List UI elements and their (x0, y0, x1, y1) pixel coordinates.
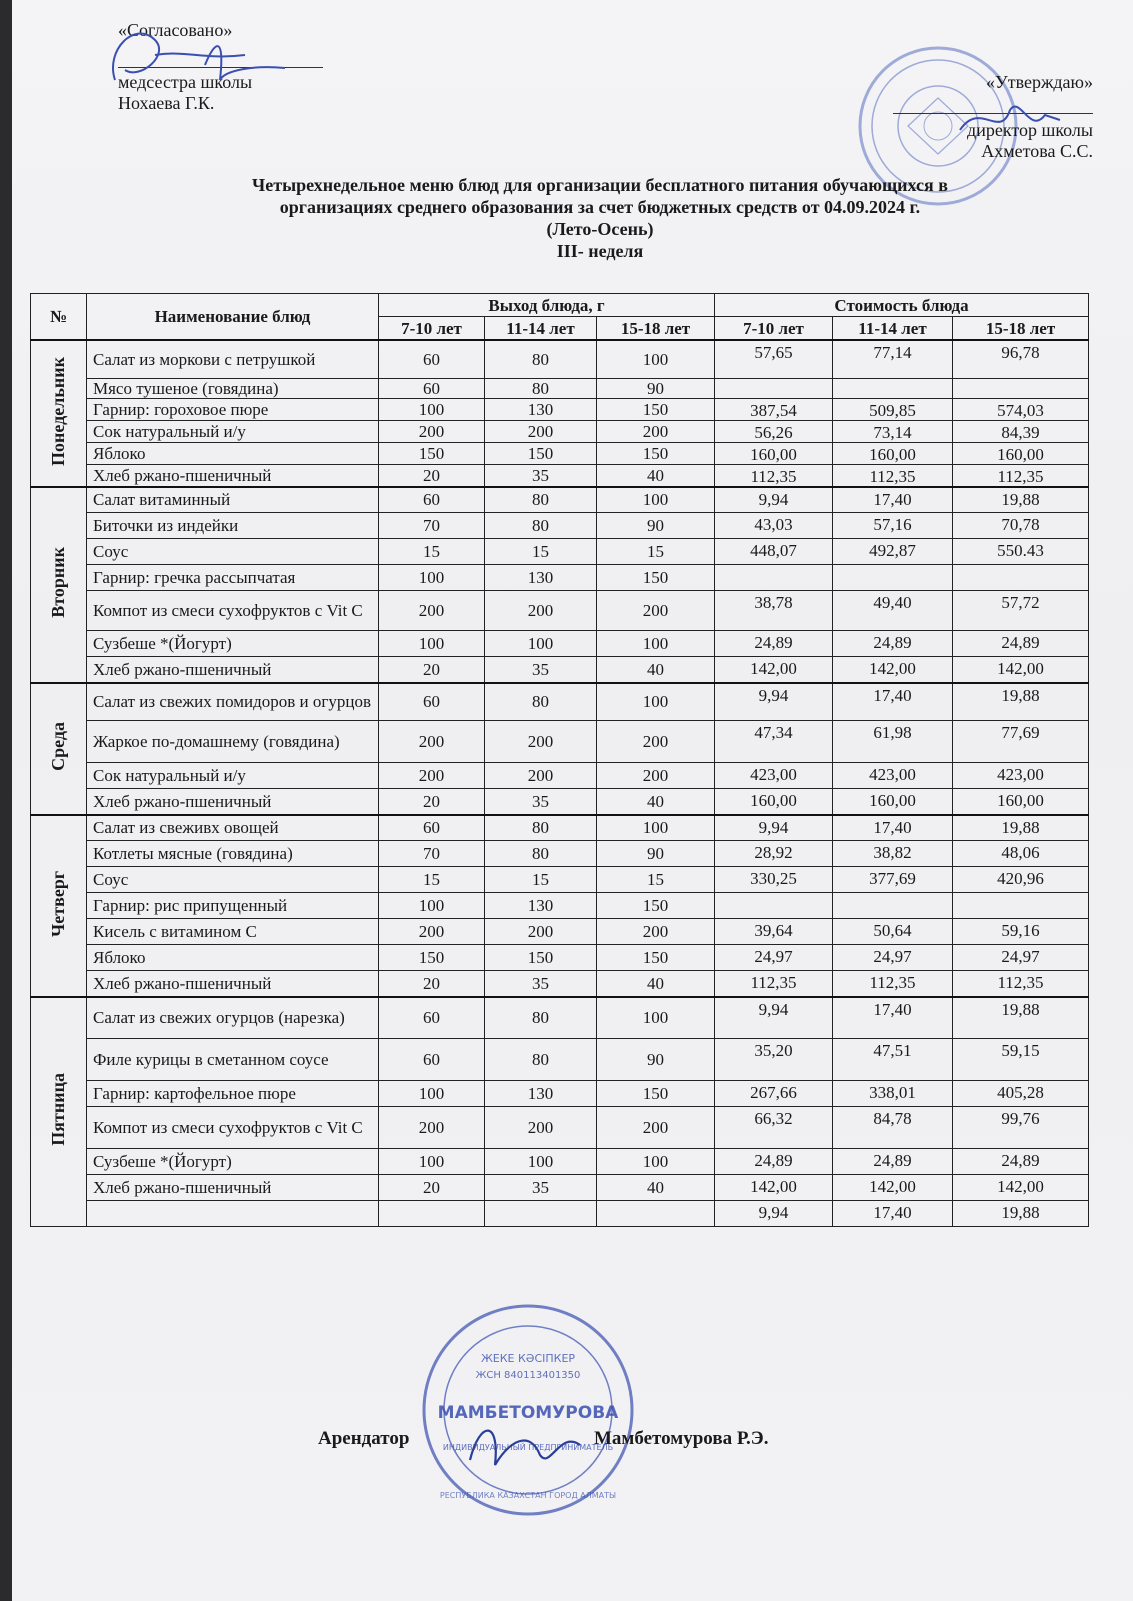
output-grams: 15 (485, 539, 597, 565)
output-grams: 60 (379, 487, 485, 513)
day-label-cell (31, 997, 87, 1227)
dish-cost: 19,88 (953, 487, 1089, 513)
output-grams: 100 (485, 1149, 597, 1175)
dish-cost: 9,94 (715, 815, 833, 841)
dish-cost: 142,00 (833, 1175, 953, 1201)
table-row (31, 591, 1089, 631)
dish-name: Компот из смеси сухофруктов с Vit C (87, 1107, 379, 1149)
table-row (31, 442, 1089, 464)
output-grams: 100 (379, 631, 485, 657)
dish-cost: 17,40 (833, 1201, 953, 1227)
day-label: Вторник (48, 547, 68, 618)
dish-cost: 112,35 (833, 971, 953, 997)
dish-cost: 84,78 (833, 1107, 953, 1149)
output-grams: 20 (379, 1175, 485, 1201)
table-row (31, 464, 1089, 487)
dish-cost: 24,97 (953, 945, 1089, 971)
output-grams: 40 (597, 1175, 715, 1201)
approve-role: директор школы (967, 120, 1093, 140)
dish-cost: 17,40 (833, 487, 953, 513)
dish-name: Биточки из индейки (87, 513, 379, 539)
dish-cost: 35,20 (715, 1039, 833, 1081)
output-grams: 70 (379, 841, 485, 867)
output-grams: 200 (379, 763, 485, 789)
dish-cost (953, 378, 1089, 398)
table-row (31, 789, 1089, 815)
dish-cost: 423,00 (715, 763, 833, 789)
dish-cost: 160,00 (953, 442, 1089, 464)
dish-cost: 43,03 (715, 513, 833, 539)
output-grams: 100 (379, 565, 485, 591)
dish-cost: 96,78 (953, 340, 1089, 378)
dish-name: Салат витаминный (87, 487, 379, 513)
dish-cost: 57,16 (833, 513, 953, 539)
dish-cost: 48,06 (953, 841, 1089, 867)
dish-cost: 24,89 (833, 1149, 953, 1175)
header-output-age-3: 15-18 лет (597, 317, 715, 341)
dish-cost: 59,15 (953, 1039, 1089, 1081)
footer-left: Арендатор (318, 1428, 410, 1449)
output-grams: 35 (485, 464, 597, 487)
dish-cost (833, 565, 953, 591)
tenant-signature (460, 1410, 600, 1480)
dish-cost: 9,94 (715, 487, 833, 513)
dish-cost: 509,85 (833, 398, 953, 420)
table-row (31, 1081, 1089, 1107)
header-cost-age-1: 7-10 лет (715, 317, 833, 341)
dish-cost: 160,00 (953, 789, 1089, 815)
dish-cost: 492,87 (833, 539, 953, 565)
day-label-cell (31, 487, 87, 683)
dish-cost: 423,00 (953, 763, 1089, 789)
output-grams: 200 (485, 1107, 597, 1149)
output-grams: 40 (597, 789, 715, 815)
header-cost-age-2: 11-14 лет (833, 317, 953, 341)
dish-cost: 24,89 (953, 1149, 1089, 1175)
output-grams: 40 (597, 657, 715, 683)
table-row (31, 763, 1089, 789)
dish-cost (715, 378, 833, 398)
output-grams: 200 (597, 1107, 715, 1149)
output-grams: 150 (597, 1081, 715, 1107)
dish-cost (953, 893, 1089, 919)
dish-name: Котлеты мясные (говядина) (87, 841, 379, 867)
dish-cost: 49,40 (833, 591, 953, 631)
table-row (31, 945, 1089, 971)
output-grams: 90 (597, 841, 715, 867)
output-grams: 200 (379, 591, 485, 631)
dish-cost: 19,88 (953, 815, 1089, 841)
day-label-cell (31, 815, 87, 997)
dish-name: Хлеб ржано-пшеничный (87, 1175, 379, 1201)
day-label: Пятница (48, 1073, 68, 1147)
table-row (31, 657, 1089, 683)
dish-cost: 77,69 (953, 721, 1089, 763)
table-row (31, 1149, 1089, 1175)
dish-cost: 28,92 (715, 841, 833, 867)
header-output-age-1: 7-10 лет (379, 317, 485, 341)
dish-name: Гарнир: рис припущенный (87, 893, 379, 919)
output-grams: 150 (597, 442, 715, 464)
dish-cost: 19,88 (953, 997, 1089, 1039)
output-grams: 100 (597, 997, 715, 1039)
dish-cost: 112,35 (833, 464, 953, 487)
document-title (130, 174, 1070, 262)
output-grams: 60 (379, 683, 485, 721)
output-grams: 60 (379, 1039, 485, 1081)
output-grams: 100 (597, 340, 715, 378)
dish-name: Гарнир: картофельное пюре (87, 1081, 379, 1107)
output-grams: 130 (485, 1081, 597, 1107)
table-row (31, 513, 1089, 539)
table-row (31, 1175, 1089, 1201)
dish-cost: 24,97 (833, 945, 953, 971)
dish-cost (953, 565, 1089, 591)
output-grams: 100 (597, 487, 715, 513)
output-grams: 200 (597, 721, 715, 763)
output-grams: 60 (379, 997, 485, 1039)
output-grams: 100 (485, 631, 597, 657)
output-grams: 130 (485, 565, 597, 591)
output-grams: 100 (597, 683, 715, 721)
dish-cost: 112,35 (953, 464, 1089, 487)
header-cost-age-3: 15-18 лет (953, 317, 1089, 341)
agreed-label: «Согласовано» (118, 20, 233, 40)
dish-cost: 47,51 (833, 1039, 953, 1081)
dish-name: Салат из моркови с петрушкой (87, 340, 379, 378)
dish-name: Яблоко (87, 945, 379, 971)
footer-right: Мамбетомурова Р.Э. (594, 1428, 769, 1449)
output-grams (485, 1201, 597, 1227)
dish-cost: 9,94 (715, 1201, 833, 1227)
header-output: Выход блюда, г (379, 294, 715, 317)
output-grams: 100 (379, 1149, 485, 1175)
dish-cost: 142,00 (715, 1175, 833, 1201)
table-row (31, 420, 1089, 442)
table-row (31, 683, 1089, 721)
dish-cost: 24,89 (715, 1149, 833, 1175)
output-grams: 150 (597, 945, 715, 971)
output-grams: 80 (485, 513, 597, 539)
output-grams: 80 (485, 683, 597, 721)
stamp-text-3: ИНДИВИДУАЛЬНЫЙ ПРЕДПРИНИМАТЕЛЬ (442, 1443, 614, 1452)
dish-cost (833, 893, 953, 919)
header-cost: Стоимость блюда (715, 294, 1089, 317)
dish-cost: 57,65 (715, 340, 833, 378)
dish-name: Сузбеше *(Йогурт) (87, 1149, 379, 1175)
dish-cost: 338,01 (833, 1081, 953, 1107)
dish-cost: 24,89 (833, 631, 953, 657)
table-row (31, 565, 1089, 591)
dish-cost: 24,89 (953, 631, 1089, 657)
output-grams: 35 (485, 971, 597, 997)
output-grams: 20 (379, 789, 485, 815)
output-grams: 130 (485, 398, 597, 420)
output-grams: 35 (485, 789, 597, 815)
dish-cost: 142,00 (715, 657, 833, 683)
output-grams: 40 (597, 464, 715, 487)
dish-name: Сузбеше *(Йогурт) (87, 631, 379, 657)
output-grams: 80 (485, 1039, 597, 1081)
dish-name: Компот из смеси сухофруктов с Vit C (87, 591, 379, 631)
stamp-name: МАМБЕТОМУРОВА (437, 1403, 619, 1423)
day-label-cell (31, 683, 87, 815)
dish-cost: 77,14 (833, 340, 953, 378)
table-row (31, 631, 1089, 657)
output-grams: 70 (379, 513, 485, 539)
dish-cost: 420,96 (953, 867, 1089, 893)
day-label: Понедельник (48, 356, 68, 466)
table-row (31, 539, 1089, 565)
output-grams: 20 (379, 464, 485, 487)
output-grams: 20 (379, 971, 485, 997)
dish-cost: 61,98 (833, 721, 953, 763)
table-row (31, 893, 1089, 919)
dish-cost: 17,40 (833, 815, 953, 841)
table-row (31, 815, 1089, 841)
dish-cost: 66,32 (715, 1107, 833, 1149)
day-label: Среда (48, 722, 68, 771)
dish-cost: 57,72 (953, 591, 1089, 631)
dish-cost (715, 565, 833, 591)
dish-cost: 9,94 (715, 683, 833, 721)
output-grams: 150 (485, 442, 597, 464)
dish-name: Яблоко (87, 442, 379, 464)
output-grams: 15 (379, 539, 485, 565)
dish-cost: 160,00 (833, 789, 953, 815)
output-grams: 200 (379, 919, 485, 945)
table-row (31, 378, 1089, 398)
output-grams: 15 (597, 867, 715, 893)
dish-name: Гарнир: гороховое пюре (87, 398, 379, 420)
dish-cost: 17,40 (833, 997, 953, 1039)
table-row (31, 721, 1089, 763)
header-output-age-2: 11-14 лет (485, 317, 597, 341)
dish-cost: 160,00 (715, 442, 833, 464)
dish-cost: 70,78 (953, 513, 1089, 539)
output-grams: 60 (379, 340, 485, 378)
agreed-signature (95, 10, 295, 100)
output-grams: 100 (379, 398, 485, 420)
dish-cost: 73,14 (833, 420, 953, 442)
dish-name: Жаркое по-домашнему (говядина) (87, 721, 379, 763)
output-grams: 130 (485, 893, 597, 919)
dish-name: Хлеб ржано-пшеничный (87, 464, 379, 487)
dish-cost: 9,94 (715, 997, 833, 1039)
dish-cost: 160,00 (715, 789, 833, 815)
dish-cost: 38,78 (715, 591, 833, 631)
output-grams: 100 (597, 1149, 715, 1175)
output-grams: 200 (597, 420, 715, 442)
dish-name: Хлеб ржано-пшеничный (87, 789, 379, 815)
dish-name: Салат из свежих помидоров и огурцов (87, 683, 379, 721)
dish-name: Гарнир: гречка рассыпчатая (87, 565, 379, 591)
dish-name: Мясо тушеное (говядина) (87, 378, 379, 398)
output-grams: 200 (597, 919, 715, 945)
dish-cost: 448,07 (715, 539, 833, 565)
table-row (31, 1039, 1089, 1081)
output-grams: 150 (379, 442, 485, 464)
output-grams: 40 (597, 971, 715, 997)
stamp-text-1: ЖЕКЕ КӘСІПКЕР (480, 1352, 576, 1365)
output-grams: 200 (485, 591, 597, 631)
dish-cost: 47,34 (715, 721, 833, 763)
agreed-role: медсестра школы (118, 72, 253, 92)
output-grams: 150 (379, 945, 485, 971)
day-label-cell (31, 340, 87, 487)
approve-label: «Утверждаю» (985, 72, 1093, 92)
dish-cost: 405,28 (953, 1081, 1089, 1107)
dish-name: Филе курицы в сметанном соусе (87, 1039, 379, 1081)
agreed-name: Нохаева Г.К. (118, 93, 215, 113)
output-grams: 100 (597, 631, 715, 657)
output-grams: 35 (485, 1175, 597, 1201)
day-label: Четверг (48, 870, 68, 937)
output-grams: 60 (379, 378, 485, 398)
dish-cost: 112,35 (953, 971, 1089, 997)
dish-cost: 574,03 (953, 398, 1089, 420)
output-grams: 15 (485, 867, 597, 893)
output-grams (597, 1201, 715, 1227)
dish-cost: 142,00 (953, 657, 1089, 683)
output-grams: 80 (485, 340, 597, 378)
dish-cost: 84,39 (953, 420, 1089, 442)
output-grams: 90 (597, 378, 715, 398)
table-row (31, 919, 1089, 945)
dish-name: Кисель с витамином С (87, 919, 379, 945)
approve-name: Ахметова С.С. (981, 141, 1093, 161)
title-week: III- неделя (556, 241, 644, 261)
dish-cost: 56,26 (715, 420, 833, 442)
dish-cost: 17,40 (833, 683, 953, 721)
dish-cost: 38,82 (833, 841, 953, 867)
table-row (31, 997, 1089, 1039)
output-grams: 200 (485, 919, 597, 945)
output-grams: 150 (485, 945, 597, 971)
table-row (31, 971, 1089, 997)
output-grams: 150 (597, 893, 715, 919)
output-grams: 200 (379, 1107, 485, 1149)
dish-cost: 19,88 (953, 1201, 1089, 1227)
output-grams: 80 (485, 815, 597, 841)
table-row (31, 867, 1089, 893)
output-grams: 90 (597, 1039, 715, 1081)
dish-name: Сок натуральный и/у (87, 763, 379, 789)
output-grams (379, 1201, 485, 1227)
output-grams: 150 (597, 398, 715, 420)
dish-name: Хлеб ржано-пшеничный (87, 971, 379, 997)
table-row (31, 1201, 1089, 1227)
table-row (31, 1107, 1089, 1149)
output-grams: 80 (485, 378, 597, 398)
output-grams: 200 (597, 763, 715, 789)
output-grams: 80 (485, 841, 597, 867)
output-grams: 60 (379, 815, 485, 841)
dish-name (87, 1201, 379, 1227)
table-row (31, 398, 1089, 420)
dish-cost: 423,00 (833, 763, 953, 789)
dish-cost: 387,54 (715, 398, 833, 420)
dish-cost: 112,35 (715, 971, 833, 997)
dish-cost: 377,69 (833, 867, 953, 893)
output-grams: 200 (485, 763, 597, 789)
dish-cost: 142,00 (833, 657, 953, 683)
dish-cost: 330,25 (715, 867, 833, 893)
dish-cost: 50,64 (833, 919, 953, 945)
menu-table-body (31, 340, 1089, 1227)
output-grams: 200 (597, 591, 715, 631)
output-grams: 200 (485, 721, 597, 763)
output-grams: 200 (379, 721, 485, 763)
output-grams: 35 (485, 657, 597, 683)
dish-name: Салат из свежих огурцов (нарезка) (87, 997, 379, 1039)
dish-cost: 19,88 (953, 683, 1089, 721)
output-grams: 200 (485, 420, 597, 442)
dish-name: Хлеб ржано-пшеничный (87, 657, 379, 683)
dish-name: Салат из свеживх овощей (87, 815, 379, 841)
output-grams: 15 (597, 539, 715, 565)
dish-cost: 24,97 (715, 945, 833, 971)
output-grams: 20 (379, 657, 485, 683)
dish-cost: 267,66 (715, 1081, 833, 1107)
title-line-2: организациях среднего образования за счет бюджетных средств от 04.09.2024 г. (279, 197, 921, 217)
dish-cost: 99,76 (953, 1107, 1089, 1149)
header-dish: Наименование блюд (87, 294, 379, 341)
output-grams: 100 (597, 815, 715, 841)
table-row (31, 340, 1089, 378)
approve-signature (950, 90, 1070, 150)
output-grams: 200 (379, 420, 485, 442)
output-grams: 80 (485, 487, 597, 513)
title-season: (Лето-Осень) (546, 219, 654, 239)
table-row (31, 841, 1089, 867)
output-grams: 100 (379, 1081, 485, 1107)
title-line-1: Четырехнедельное меню блюд для организации бесплатного питания обучающихся в (252, 175, 948, 195)
output-grams: 90 (597, 513, 715, 539)
header-num: № (31, 294, 87, 341)
dish-name: Соус (87, 539, 379, 565)
dish-cost: 142,00 (953, 1175, 1089, 1201)
dish-cost: 550.43 (953, 539, 1089, 565)
output-grams: 150 (597, 565, 715, 591)
dish-cost: 112,35 (715, 464, 833, 487)
table-row (31, 487, 1089, 513)
dish-cost (833, 378, 953, 398)
dish-cost: 39,64 (715, 919, 833, 945)
output-grams: 100 (379, 893, 485, 919)
dish-cost (715, 893, 833, 919)
menu-table (30, 293, 1089, 1227)
output-grams: 80 (485, 997, 597, 1039)
dish-cost: 160,00 (833, 442, 953, 464)
dish-cost: 59,16 (953, 919, 1089, 945)
dish-name: Соус (87, 867, 379, 893)
stamp-text-2: ЖСН 840113401350 (475, 1370, 581, 1381)
dish-cost: 24,89 (715, 631, 833, 657)
output-grams: 15 (379, 867, 485, 893)
dish-name: Сок натуральный и/у (87, 420, 379, 442)
stamp-ring-text: РЕСПУБЛИКА КАЗАХСТАН ГОРОД АЛМАТЫ (439, 1491, 617, 1500)
